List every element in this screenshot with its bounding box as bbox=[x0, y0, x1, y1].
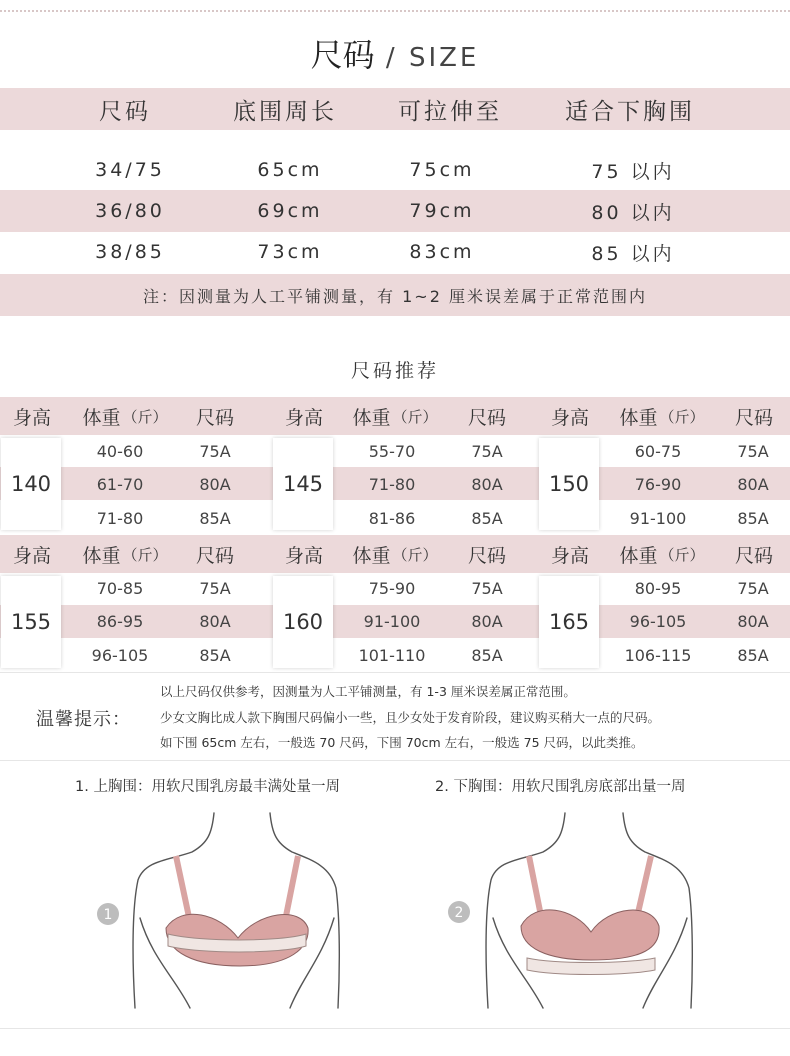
head-weight: 体重 （斤） bbox=[352, 406, 438, 429]
size-row bbox=[0, 231, 790, 273]
title-sub: SIZE bbox=[408, 43, 480, 73]
head-height: 身高 bbox=[284, 544, 323, 567]
weight-range: 71-80 bbox=[368, 475, 416, 494]
title-main: 尺码 bbox=[310, 36, 375, 74]
head-height: 身高 bbox=[284, 406, 323, 429]
height-value: 160 bbox=[273, 576, 333, 668]
weight-range: 91-100 bbox=[363, 612, 421, 631]
head-size: 尺码 bbox=[195, 544, 234, 567]
weight-range: 96-105 bbox=[91, 646, 149, 665]
head-weight: 体重 （斤） bbox=[619, 544, 705, 567]
head-height: 身高 bbox=[12, 544, 51, 567]
size-value: 80A bbox=[199, 612, 231, 631]
size-value: 75A bbox=[471, 579, 503, 598]
height-value: 140 bbox=[1, 438, 61, 530]
cell-size: 36/80 bbox=[95, 200, 165, 222]
page-title bbox=[0, 30, 790, 76]
cell-stretch: 75cm bbox=[409, 159, 475, 181]
head-height: 身高 bbox=[550, 406, 589, 429]
divider bbox=[0, 760, 790, 761]
height-value: 155 bbox=[1, 576, 61, 668]
weight-range: 70-85 bbox=[96, 579, 144, 598]
upper-bust-illustration bbox=[90, 808, 350, 1018]
recommend-header bbox=[0, 535, 790, 573]
weight-range: 60-75 bbox=[634, 442, 682, 461]
size-value: 85A bbox=[471, 646, 503, 665]
under-bust-illustration bbox=[445, 808, 705, 1018]
tip-line: 以上尺码仅供参考，因测量为人工平铺测量，有 1-3 厘米误差属正常范围。 bbox=[160, 684, 576, 699]
size-value: 80A bbox=[737, 475, 769, 494]
size-value: 75A bbox=[737, 442, 769, 461]
cell-underbust: 85 以内 bbox=[591, 242, 675, 265]
weight-range: 86-95 bbox=[96, 612, 144, 631]
cell-band: 73cm bbox=[257, 241, 323, 263]
size-value: 85A bbox=[737, 646, 769, 665]
cell-underbust: 75 以内 bbox=[591, 160, 675, 183]
title-sep: / bbox=[374, 43, 409, 73]
weight-range: 101-110 bbox=[358, 646, 426, 665]
head-size: 尺码 bbox=[467, 544, 506, 567]
top-divider bbox=[0, 10, 790, 12]
bra-shape bbox=[521, 856, 659, 960]
weight-range: 81-86 bbox=[368, 509, 416, 528]
weight-range: 75-90 bbox=[368, 579, 416, 598]
height-value: 150 bbox=[539, 438, 599, 530]
size-value: 85A bbox=[471, 509, 503, 528]
recommend-title: 尺码推荐 bbox=[350, 360, 439, 382]
step-number-2: 2 bbox=[454, 905, 464, 921]
figure-caption-2: 2. 下胸围：用软尺围乳房底部出量一周 bbox=[435, 779, 686, 795]
cell-band: 65cm bbox=[257, 159, 323, 181]
header-stretch: 可拉伸至 bbox=[398, 98, 502, 125]
head-height: 身高 bbox=[12, 406, 51, 429]
size-value: 80A bbox=[471, 612, 503, 631]
size-table-header bbox=[0, 88, 790, 130]
weight-range: 61-70 bbox=[96, 475, 144, 494]
weight-range: 106-115 bbox=[624, 646, 692, 665]
head-weight: 体重 （斤） bbox=[82, 406, 168, 429]
size-value: 75A bbox=[471, 442, 503, 461]
size-value: 80A bbox=[471, 475, 503, 494]
size-value: 75A bbox=[737, 579, 769, 598]
tip-line: 如下围 65cm 左右，一般选 70 尺码，下围 70cm 左右，一般选 75 尺码，以此类推。 bbox=[160, 735, 644, 750]
size-value: 75A bbox=[199, 579, 231, 598]
figure-caption-1: 1. 上胸围：用软尺围乳房最丰满处量一周 bbox=[75, 779, 340, 795]
height-value: 145 bbox=[273, 438, 333, 530]
head-height: 身高 bbox=[550, 544, 589, 567]
recommend-header bbox=[0, 397, 790, 435]
cell-band: 69cm bbox=[257, 200, 323, 222]
weight-range: 96-105 bbox=[629, 612, 687, 631]
height-value: 165 bbox=[539, 576, 599, 668]
size-note: 注：因测量为人工平铺测量，有 1~2 厘米误差属于正常范围内 bbox=[0, 274, 790, 316]
weight-range: 71-80 bbox=[96, 509, 144, 528]
weight-range: 91-100 bbox=[629, 509, 687, 528]
size-row bbox=[0, 190, 790, 232]
size-value: 80A bbox=[199, 475, 231, 494]
head-size: 尺码 bbox=[467, 406, 506, 429]
weight-range: 40-60 bbox=[96, 442, 144, 461]
header-underbust: 适合下胸围 bbox=[565, 98, 695, 125]
cell-size: 34/75 bbox=[95, 159, 165, 181]
head-weight: 体重 （斤） bbox=[82, 544, 168, 567]
weight-range: 76-90 bbox=[634, 475, 682, 494]
header-size: 尺码 bbox=[99, 98, 151, 125]
cell-stretch: 79cm bbox=[409, 200, 475, 222]
size-value: 85A bbox=[199, 646, 231, 665]
bottom-divider bbox=[0, 1028, 790, 1029]
head-weight: 体重 （斤） bbox=[352, 544, 438, 567]
cell-size: 38/85 bbox=[95, 241, 165, 263]
size-value: 85A bbox=[737, 509, 769, 528]
size-value: 85A bbox=[199, 509, 231, 528]
head-size: 尺码 bbox=[734, 406, 773, 429]
size-value: 80A bbox=[737, 612, 769, 631]
size-value: 75A bbox=[199, 442, 231, 461]
step-number-1: 1 bbox=[103, 907, 113, 923]
head-weight: 体重 （斤） bbox=[619, 406, 705, 429]
cell-underbust: 80 以内 bbox=[591, 201, 675, 224]
tips-label: 温馨提示： bbox=[36, 709, 131, 730]
weight-range: 80-95 bbox=[634, 579, 682, 598]
divider bbox=[0, 672, 790, 673]
size-row bbox=[0, 149, 790, 191]
weight-range: 55-70 bbox=[368, 442, 416, 461]
head-size: 尺码 bbox=[734, 544, 773, 567]
head-size: 尺码 bbox=[195, 406, 234, 429]
cell-stretch: 83cm bbox=[409, 241, 475, 263]
header-band: 底围周长 bbox=[233, 98, 337, 125]
tip-line: 少女文胸比成人款下胸围尺码偏小一些，且少女处于发育阶段，建议购买稍大一点的尺码。 bbox=[160, 710, 661, 725]
